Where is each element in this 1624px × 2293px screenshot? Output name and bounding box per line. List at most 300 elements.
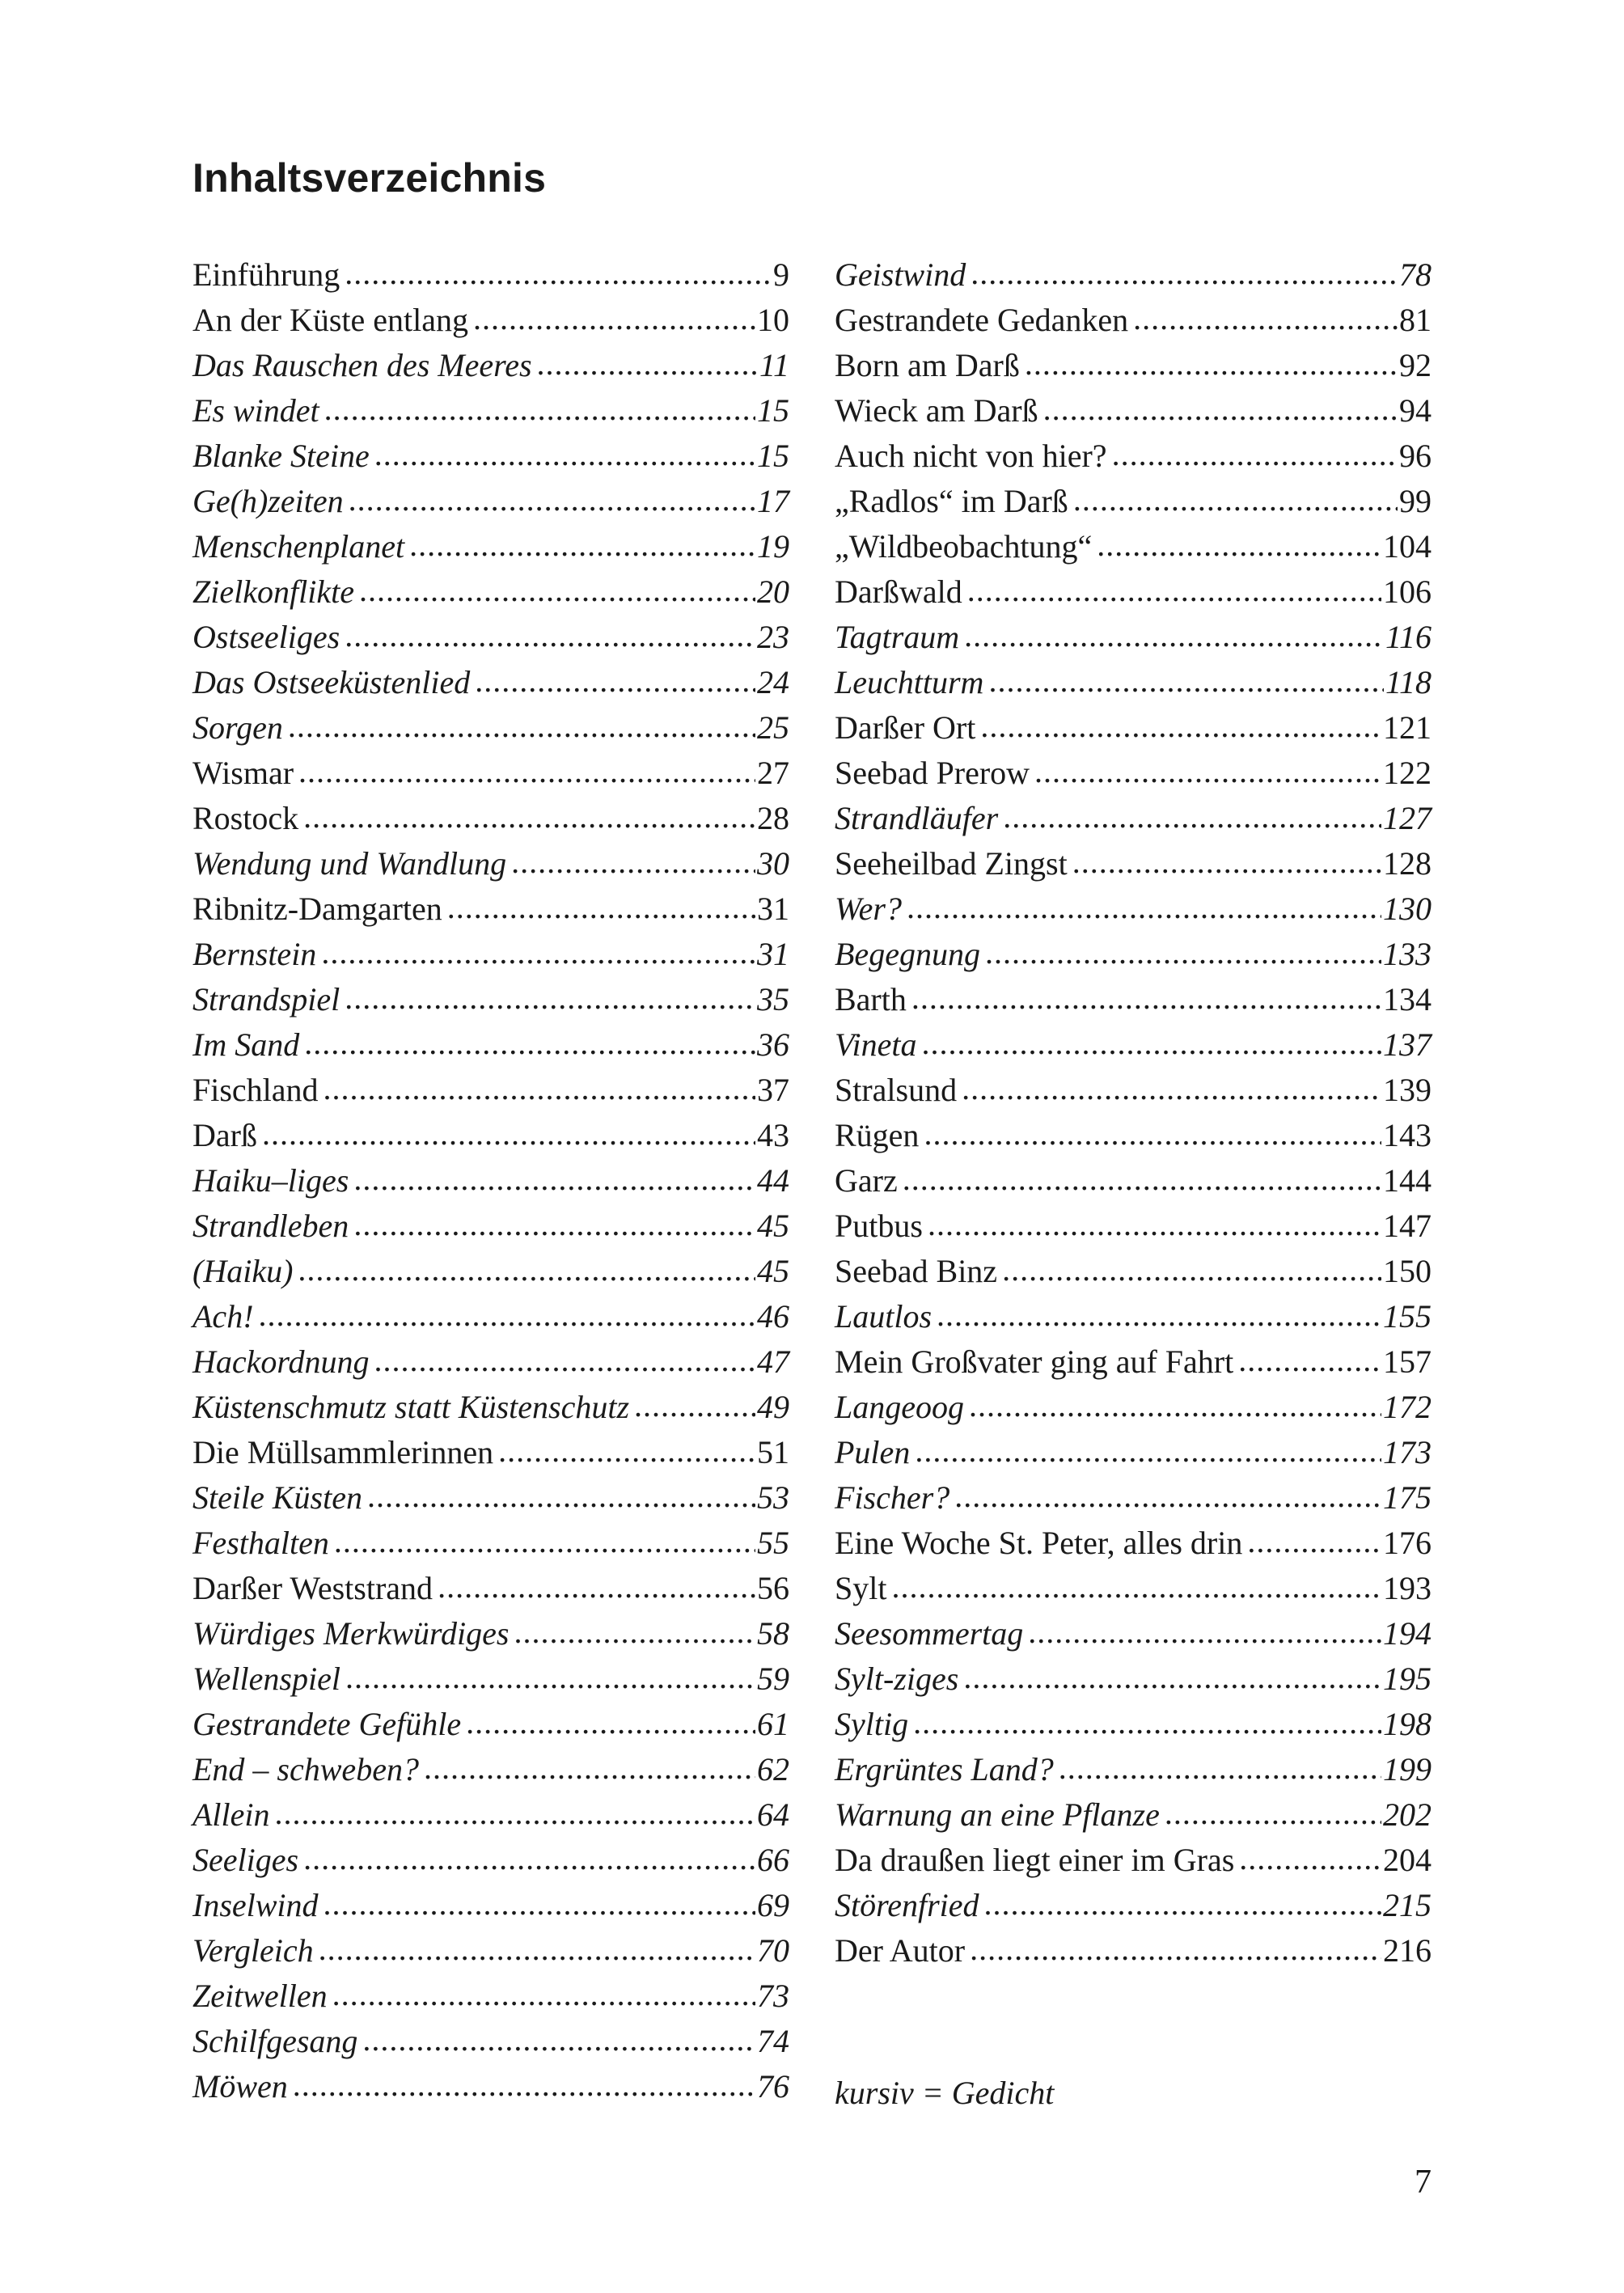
toc-entry-page: 96 [1399, 438, 1432, 474]
toc-entry-page: 56 [757, 1570, 789, 1606]
toc-entry-page: 23 [757, 619, 789, 655]
toc-dot-leader [259, 1292, 755, 1338]
toc-dot-leader [447, 885, 755, 930]
toc-entry [192, 1430, 789, 1475]
toc-entry [192, 1928, 789, 1974]
toc-entry-page: 116 [1385, 619, 1432, 655]
toc-entry-page: 216 [1383, 1932, 1432, 1969]
toc-entry-title: Möwen [192, 2068, 288, 2105]
toc-column-right [835, 252, 1432, 1974]
toc-dot-leader [1097, 522, 1381, 568]
toc-dot-leader [937, 1292, 1381, 1338]
toc-entry [835, 660, 1432, 705]
toc-entry-page: 173 [1383, 1434, 1432, 1470]
toc-dot-leader [962, 1066, 1381, 1111]
toc-entry [835, 1339, 1432, 1385]
toc-entry-title: Fischer? [835, 1479, 950, 1516]
toc-dot-leader [409, 522, 755, 568]
toc-entry-page: 31 [757, 936, 789, 972]
toc-entry-page: 202 [1383, 1796, 1432, 1833]
toc-entry [192, 1611, 789, 1656]
toc-entry-title: Ergrüntes Land? [835, 1751, 1054, 1787]
toc-dot-leader [1043, 387, 1398, 432]
toc-entry-page: 20 [757, 573, 789, 610]
toc-entry [835, 977, 1432, 1022]
toc-entry-title: Würdiges Merkwürdiges [192, 1615, 510, 1652]
toc-entry-page: 17 [757, 483, 789, 519]
toc-entry [192, 1022, 789, 1068]
toc-entry [835, 569, 1432, 615]
toc-entry-title: Haiku–liges [192, 1162, 349, 1199]
toc-dot-leader [985, 930, 1381, 975]
toc-dot-leader [288, 704, 755, 749]
toc-entry-title: Sylt [835, 1570, 887, 1606]
toc-entry-page: 70 [757, 1932, 789, 1969]
toc-entry-page: 45 [757, 1253, 789, 1289]
toc-entry [835, 1068, 1432, 1113]
toc-dot-leader [304, 1021, 755, 1066]
toc-entry [192, 705, 789, 751]
toc-entry-title: Wer? [835, 891, 902, 927]
toc-entry-title: Vineta [835, 1026, 917, 1063]
toc-dot-leader [969, 1383, 1381, 1428]
toc-entry [835, 434, 1432, 479]
toc-dot-leader [466, 1700, 755, 1745]
toc-entry-title: Eine Woche St. Peter, alles drin [835, 1525, 1243, 1561]
toc-entry-title: Mein Großvater ging auf Fahrt [835, 1343, 1234, 1380]
toc-dot-leader [954, 1474, 1381, 1519]
toc-dot-leader [424, 1745, 755, 1791]
toc-entry-page: 143 [1383, 1117, 1432, 1153]
legend-note: kursiv = Gedicht [835, 2075, 1055, 2111]
toc-dot-leader [980, 704, 1381, 749]
toc-dot-leader [293, 2062, 755, 2108]
toc-entry-page: 10 [757, 302, 789, 338]
toc-entry-title: Seebad Binz [835, 1253, 998, 1289]
toc-entry-page: 127 [1383, 800, 1432, 836]
toc-entry-title: Seesommertag [835, 1615, 1024, 1652]
toc-entry-title: „Radlos“ im Darß [835, 483, 1068, 519]
toc-entry-page: 43 [757, 1117, 789, 1153]
toc-entry [835, 796, 1432, 841]
toc-dot-leader [1003, 794, 1381, 840]
toc-entry-title: Im Sand [192, 1026, 300, 1063]
toc-entry [835, 1158, 1432, 1204]
toc-entry [835, 1521, 1432, 1566]
toc-entry [835, 1113, 1432, 1158]
toc-entry [192, 1521, 789, 1566]
toc-dot-leader [963, 1655, 1381, 1700]
toc-entry [192, 932, 789, 977]
page-number: 7 [1415, 2164, 1432, 2201]
toc-entry [835, 1566, 1432, 1611]
toc-dot-leader [928, 1202, 1381, 1247]
toc-entry-title: Wieck am Darß [835, 392, 1038, 429]
toc-entry [835, 886, 1432, 932]
toc-entry-page: 134 [1383, 981, 1432, 1017]
toc-dot-leader [970, 1927, 1381, 1972]
toc-entry [192, 660, 789, 705]
toc-entry-title: Vergleich [192, 1932, 314, 1969]
toc-dot-leader [634, 1383, 755, 1428]
toc-entry-title: Lautlos [835, 1298, 933, 1335]
toc-dot-leader [971, 251, 1398, 296]
toc-entry [192, 1974, 789, 2019]
toc-entry-page: 15 [757, 438, 789, 474]
toc-entry [192, 569, 789, 615]
toc-entry-page: 69 [757, 1887, 789, 1923]
toc-entry [192, 1475, 789, 1521]
toc-entry-title: Seeliges [192, 1842, 299, 1878]
toc-dot-leader [1238, 1338, 1381, 1383]
toc-entry-page: 118 [1385, 664, 1432, 700]
toc-dot-leader [537, 341, 758, 387]
toc-dot-leader [275, 1791, 755, 1836]
toc-entry-title: Sylt-ziges [835, 1661, 959, 1697]
toc-entry-page: 49 [757, 1389, 789, 1425]
toc-dot-leader [1059, 1745, 1381, 1791]
toc-dot-leader [1165, 1791, 1381, 1836]
toc-entry-title: Leuchtturm [835, 664, 984, 700]
toc-dot-leader [1025, 341, 1398, 387]
toc-dot-leader [362, 2017, 755, 2062]
toc-dot-leader [1034, 749, 1381, 794]
toc-entry [192, 298, 789, 343]
toc-entry-page: 45 [757, 1208, 789, 1244]
toc-dot-leader [921, 1021, 1381, 1066]
toc-entry-page: 94 [1399, 392, 1432, 429]
toc-entry-page: 128 [1383, 845, 1432, 882]
toc-entry-title: Schilfgesang [192, 2023, 358, 2059]
toc-entry-page: 64 [757, 1796, 789, 1833]
toc-dot-leader [1247, 1519, 1381, 1564]
toc-entry-page: 73 [757, 1978, 789, 2014]
toc-entry-title: Menschenplanet [192, 528, 405, 565]
toc-column-left [192, 252, 789, 2109]
toc-entry-title: Geistwind [835, 256, 966, 293]
toc-entry [835, 1747, 1432, 1792]
toc-entry-title: Steile Küsten [192, 1479, 362, 1516]
toc-entry [835, 1702, 1432, 1747]
toc-dot-leader [359, 568, 755, 613]
toc-entry-page: 30 [757, 845, 789, 882]
toc-entry-title: Barth [835, 981, 907, 1017]
toc-entry-page: 204 [1383, 1842, 1432, 1878]
toc-entry-title: Küstenschmutz statt Küstenschutz [192, 1389, 630, 1425]
toc-entry-title: Rügen [835, 1117, 920, 1153]
toc-entry-title: Darßwald [835, 573, 962, 610]
toc-entry [192, 751, 789, 796]
toc-dot-leader [345, 975, 755, 1021]
toc-dot-leader [1002, 1247, 1381, 1292]
toc-entry [835, 1883, 1432, 1928]
toc-entry-page: 44 [757, 1162, 789, 1199]
toc-entry-page: 19 [757, 528, 789, 565]
toc-entry [192, 524, 789, 569]
toc-dot-leader [911, 975, 1381, 1021]
toc-dot-leader [511, 840, 755, 885]
toc-dot-leader [907, 885, 1381, 930]
toc-entry-title: Da draußen liegt einer im Gras [835, 1842, 1235, 1878]
toc-entry [192, 1838, 789, 1883]
toc-dot-leader [324, 1066, 755, 1111]
toc-entry [192, 2019, 789, 2064]
toc-dot-leader [967, 568, 1381, 613]
toc-entry-page: 46 [757, 1298, 789, 1335]
toc-entry-title: Ach! [192, 1298, 254, 1335]
toc-entry-title: Seebad Prerow [835, 755, 1030, 791]
toc-dot-leader [964, 613, 1384, 658]
toc-dot-leader [475, 658, 755, 704]
toc-entry-page: 78 [1399, 256, 1432, 293]
toc-entry-page: 104 [1383, 528, 1432, 565]
toc-entry-title: Hackordnung [192, 1343, 370, 1380]
toc-entry-title: Strandleben [192, 1208, 349, 1244]
toc-entry [192, 479, 789, 524]
toc-entry [835, 751, 1432, 796]
toc-entry-title: Stralsund [835, 1072, 958, 1108]
toc-entry-page: 76 [757, 2068, 789, 2105]
toc-entry-page: 36 [757, 1026, 789, 1063]
toc-entry-title: Zeitwellen [192, 1978, 328, 2014]
toc-dot-leader [262, 1111, 755, 1157]
toc-entry-title: Darßer Ort [835, 709, 976, 746]
toc-dot-leader [984, 1881, 1382, 1927]
toc-entry-page: 155 [1383, 1298, 1432, 1335]
toc-entry-page: 176 [1383, 1525, 1432, 1561]
toc-entry [835, 524, 1432, 569]
toc-dot-leader [334, 1519, 755, 1564]
toc-dot-leader [913, 1700, 1381, 1745]
toc-entry-page: 215 [1383, 1887, 1432, 1923]
toc-entry-title: Zielkonflikte [192, 573, 354, 610]
toc-dot-leader [332, 1972, 755, 2017]
toc-entry-page: 11 [759, 347, 789, 383]
toc-entry-page: 62 [757, 1751, 789, 1787]
toc-entry-page: 195 [1383, 1661, 1432, 1697]
toc-entry-page: 58 [757, 1615, 789, 1652]
toc-dot-leader [374, 1338, 755, 1383]
toc-entry [835, 1249, 1432, 1294]
toc-entry-page: 92 [1399, 347, 1432, 383]
toc-entry-title: Festhalten [192, 1525, 329, 1561]
toc-entry-page: 24 [757, 664, 789, 700]
toc-entry-page: 130 [1383, 891, 1432, 927]
toc-dot-leader [1072, 840, 1381, 885]
toc-entry-page: 55 [757, 1525, 789, 1561]
toc-entry-title: Strandläufer [835, 800, 999, 836]
toc-entry [835, 1204, 1432, 1249]
toc-entry-page: 193 [1383, 1570, 1432, 1606]
toc-entry-page: 31 [757, 891, 789, 927]
toc-entry-title: End – schweben? [192, 1751, 419, 1787]
toc-dot-leader [324, 387, 755, 432]
toc-dot-leader [374, 432, 755, 477]
toc-entry [192, 1747, 789, 1792]
toc-dot-leader [1239, 1836, 1381, 1881]
toc-entry [835, 1385, 1432, 1430]
toc-entry [192, 1883, 789, 1928]
toc-entry [192, 886, 789, 932]
toc-entry-title: Sorgen [192, 709, 283, 746]
toc-entry-title: Tagtraum [835, 619, 960, 655]
toc-entry [192, 1294, 789, 1339]
toc-entry-title: Der Autor [835, 1932, 966, 1969]
toc-entry [835, 1475, 1432, 1521]
toc-dot-leader [298, 749, 755, 794]
toc-entry-title: Blanke Steine [192, 438, 370, 474]
toc-entry-title: Wendung und Wandlung [192, 845, 507, 882]
toc-entry-title: Ostseeliges [192, 619, 340, 655]
toc-entry-page: 99 [1399, 483, 1432, 519]
toc-entry [835, 1792, 1432, 1838]
toc-entry-title: Warnung an eine Pflanze [835, 1796, 1160, 1833]
toc-entry [192, 1068, 789, 1113]
toc-entry-title: Störenfried [835, 1887, 979, 1923]
toc-entry-title: Garz [835, 1162, 898, 1199]
toc-entry-page: 139 [1383, 1072, 1432, 1108]
toc-entry-page: 172 [1383, 1389, 1432, 1425]
toc-entry-page: 51 [757, 1434, 789, 1470]
toc-entry [192, 1249, 789, 1294]
toc-entry-title: An der Küste entlang [192, 302, 469, 338]
toc-entry-page: 198 [1383, 1706, 1432, 1742]
toc-entry-page: 37 [757, 1072, 789, 1108]
page-title: Inhaltsverzeichnis [192, 155, 547, 201]
toc-dot-leader [349, 477, 755, 522]
toc-entry [192, 796, 789, 841]
toc-entry-title: Das Rauschen des Meeres [192, 347, 532, 383]
toc-entry-title: Langeoog [835, 1389, 964, 1425]
toc-dot-leader [321, 930, 755, 975]
toc-dot-leader [345, 1655, 755, 1700]
toc-entry [192, 841, 789, 886]
toc-entry-page: 47 [757, 1343, 789, 1380]
toc-entry-title: Gestrandete Gedanken [835, 302, 1129, 338]
toc-entry-page: 147 [1383, 1208, 1432, 1244]
toc-dot-leader [353, 1157, 755, 1202]
toc-entry-page: 35 [757, 981, 789, 1017]
toc-entry-page: 199 [1383, 1751, 1432, 1787]
toc-entry-page: 137 [1383, 1026, 1432, 1063]
toc-entry-title: Die Müllsammlerinnen [192, 1434, 494, 1470]
toc-entry-title: Darßer Weststrand [192, 1570, 433, 1606]
toc-dot-leader [1133, 296, 1398, 341]
toc-entry-title: Pulen [835, 1434, 911, 1470]
toc-entry [835, 1294, 1432, 1339]
toc-entry [835, 705, 1432, 751]
toc-entry-page: 27 [757, 755, 789, 791]
toc-entry-page: 61 [757, 1706, 789, 1742]
toc-entry [835, 1838, 1432, 1883]
toc-entry [192, 1656, 789, 1702]
toc-entry-page: 81 [1399, 302, 1432, 338]
toc-entry [192, 343, 789, 388]
toc-dot-leader [891, 1564, 1381, 1610]
toc-dot-leader [438, 1564, 755, 1610]
toc-entry-title: Allein [192, 1796, 270, 1833]
toc-entry [192, 1158, 789, 1204]
toc-entry-page: 144 [1383, 1162, 1432, 1199]
toc-dot-leader [915, 1428, 1381, 1474]
toc-entry-page: 133 [1383, 936, 1432, 972]
toc-entry [835, 252, 1432, 298]
toc-entry-page: 106 [1383, 573, 1432, 610]
toc-entry [192, 1792, 789, 1838]
toc-entry [835, 1430, 1432, 1475]
toc-entry-page: 175 [1383, 1479, 1432, 1516]
toc-entry-page: 150 [1383, 1253, 1432, 1289]
toc-entry-title: Es windet [192, 392, 319, 429]
toc-dot-leader [1028, 1610, 1381, 1655]
toc-dot-leader [319, 1927, 755, 1972]
toc-entry [192, 615, 789, 660]
toc-entry-page: 194 [1383, 1615, 1432, 1652]
toc-entry [192, 388, 789, 434]
toc-dot-leader [298, 1247, 755, 1292]
toc-entry [192, 1702, 789, 1747]
toc-entry-title: Bernstein [192, 936, 317, 972]
toc-dot-leader [303, 794, 755, 840]
toc-entry [835, 343, 1432, 388]
toc-entry-title: Wismar [192, 755, 294, 791]
toc-entry [192, 977, 789, 1022]
toc-dot-leader [353, 1202, 755, 1247]
toc-dot-leader [324, 1881, 755, 1927]
toc-dot-leader [1073, 477, 1398, 522]
toc-entry-title: (Haiku) [192, 1253, 294, 1289]
toc-dot-leader [514, 1610, 755, 1655]
toc-dot-leader [303, 1836, 755, 1881]
toc-entry-title: Inselwind [192, 1887, 319, 1923]
toc-entry-title: Seeheilbad Zingst [835, 845, 1068, 882]
toc-dot-leader [1112, 432, 1398, 477]
toc-entry-title: Wellenspiel [192, 1661, 340, 1697]
toc-entry [835, 479, 1432, 524]
toc-dot-leader [498, 1428, 755, 1474]
toc-dot-leader [345, 251, 772, 296]
toc-dot-leader [345, 613, 755, 658]
toc-entry [835, 1656, 1432, 1702]
toc-entry-title: Begegnung [835, 936, 980, 972]
toc-entry-page: 28 [757, 800, 789, 836]
toc-entry-title: Born am Darß [835, 347, 1020, 383]
toc-entry-page: 74 [757, 2023, 789, 2059]
toc-entry [192, 1385, 789, 1430]
toc-entry-page: 25 [757, 709, 789, 746]
toc-entry-title: Rostock [192, 800, 299, 836]
toc-entry [192, 1204, 789, 1249]
toc-entry [192, 1339, 789, 1385]
toc-entry [835, 932, 1432, 977]
toc-entry-page: 122 [1383, 755, 1432, 791]
toc-dot-leader [903, 1157, 1381, 1202]
toc-entry [835, 841, 1432, 886]
toc-entry [835, 388, 1432, 434]
toc-entry-title: Fischland [192, 1072, 319, 1108]
toc-entry [835, 1611, 1432, 1656]
toc-entry-title: Putbus [835, 1208, 923, 1244]
toc-dot-leader [367, 1474, 755, 1519]
toc-entry [192, 1113, 789, 1158]
toc-entry [192, 434, 789, 479]
toc-entry-title: Einführung [192, 256, 340, 293]
toc-entry [835, 615, 1432, 660]
toc-entry-page: 66 [757, 1842, 789, 1878]
toc-entry-title: Das Ostseeküstenlied [192, 664, 471, 700]
toc-entry-title: Ribnitz-Damgarten [192, 891, 442, 927]
toc-entry-page: 121 [1383, 709, 1432, 746]
